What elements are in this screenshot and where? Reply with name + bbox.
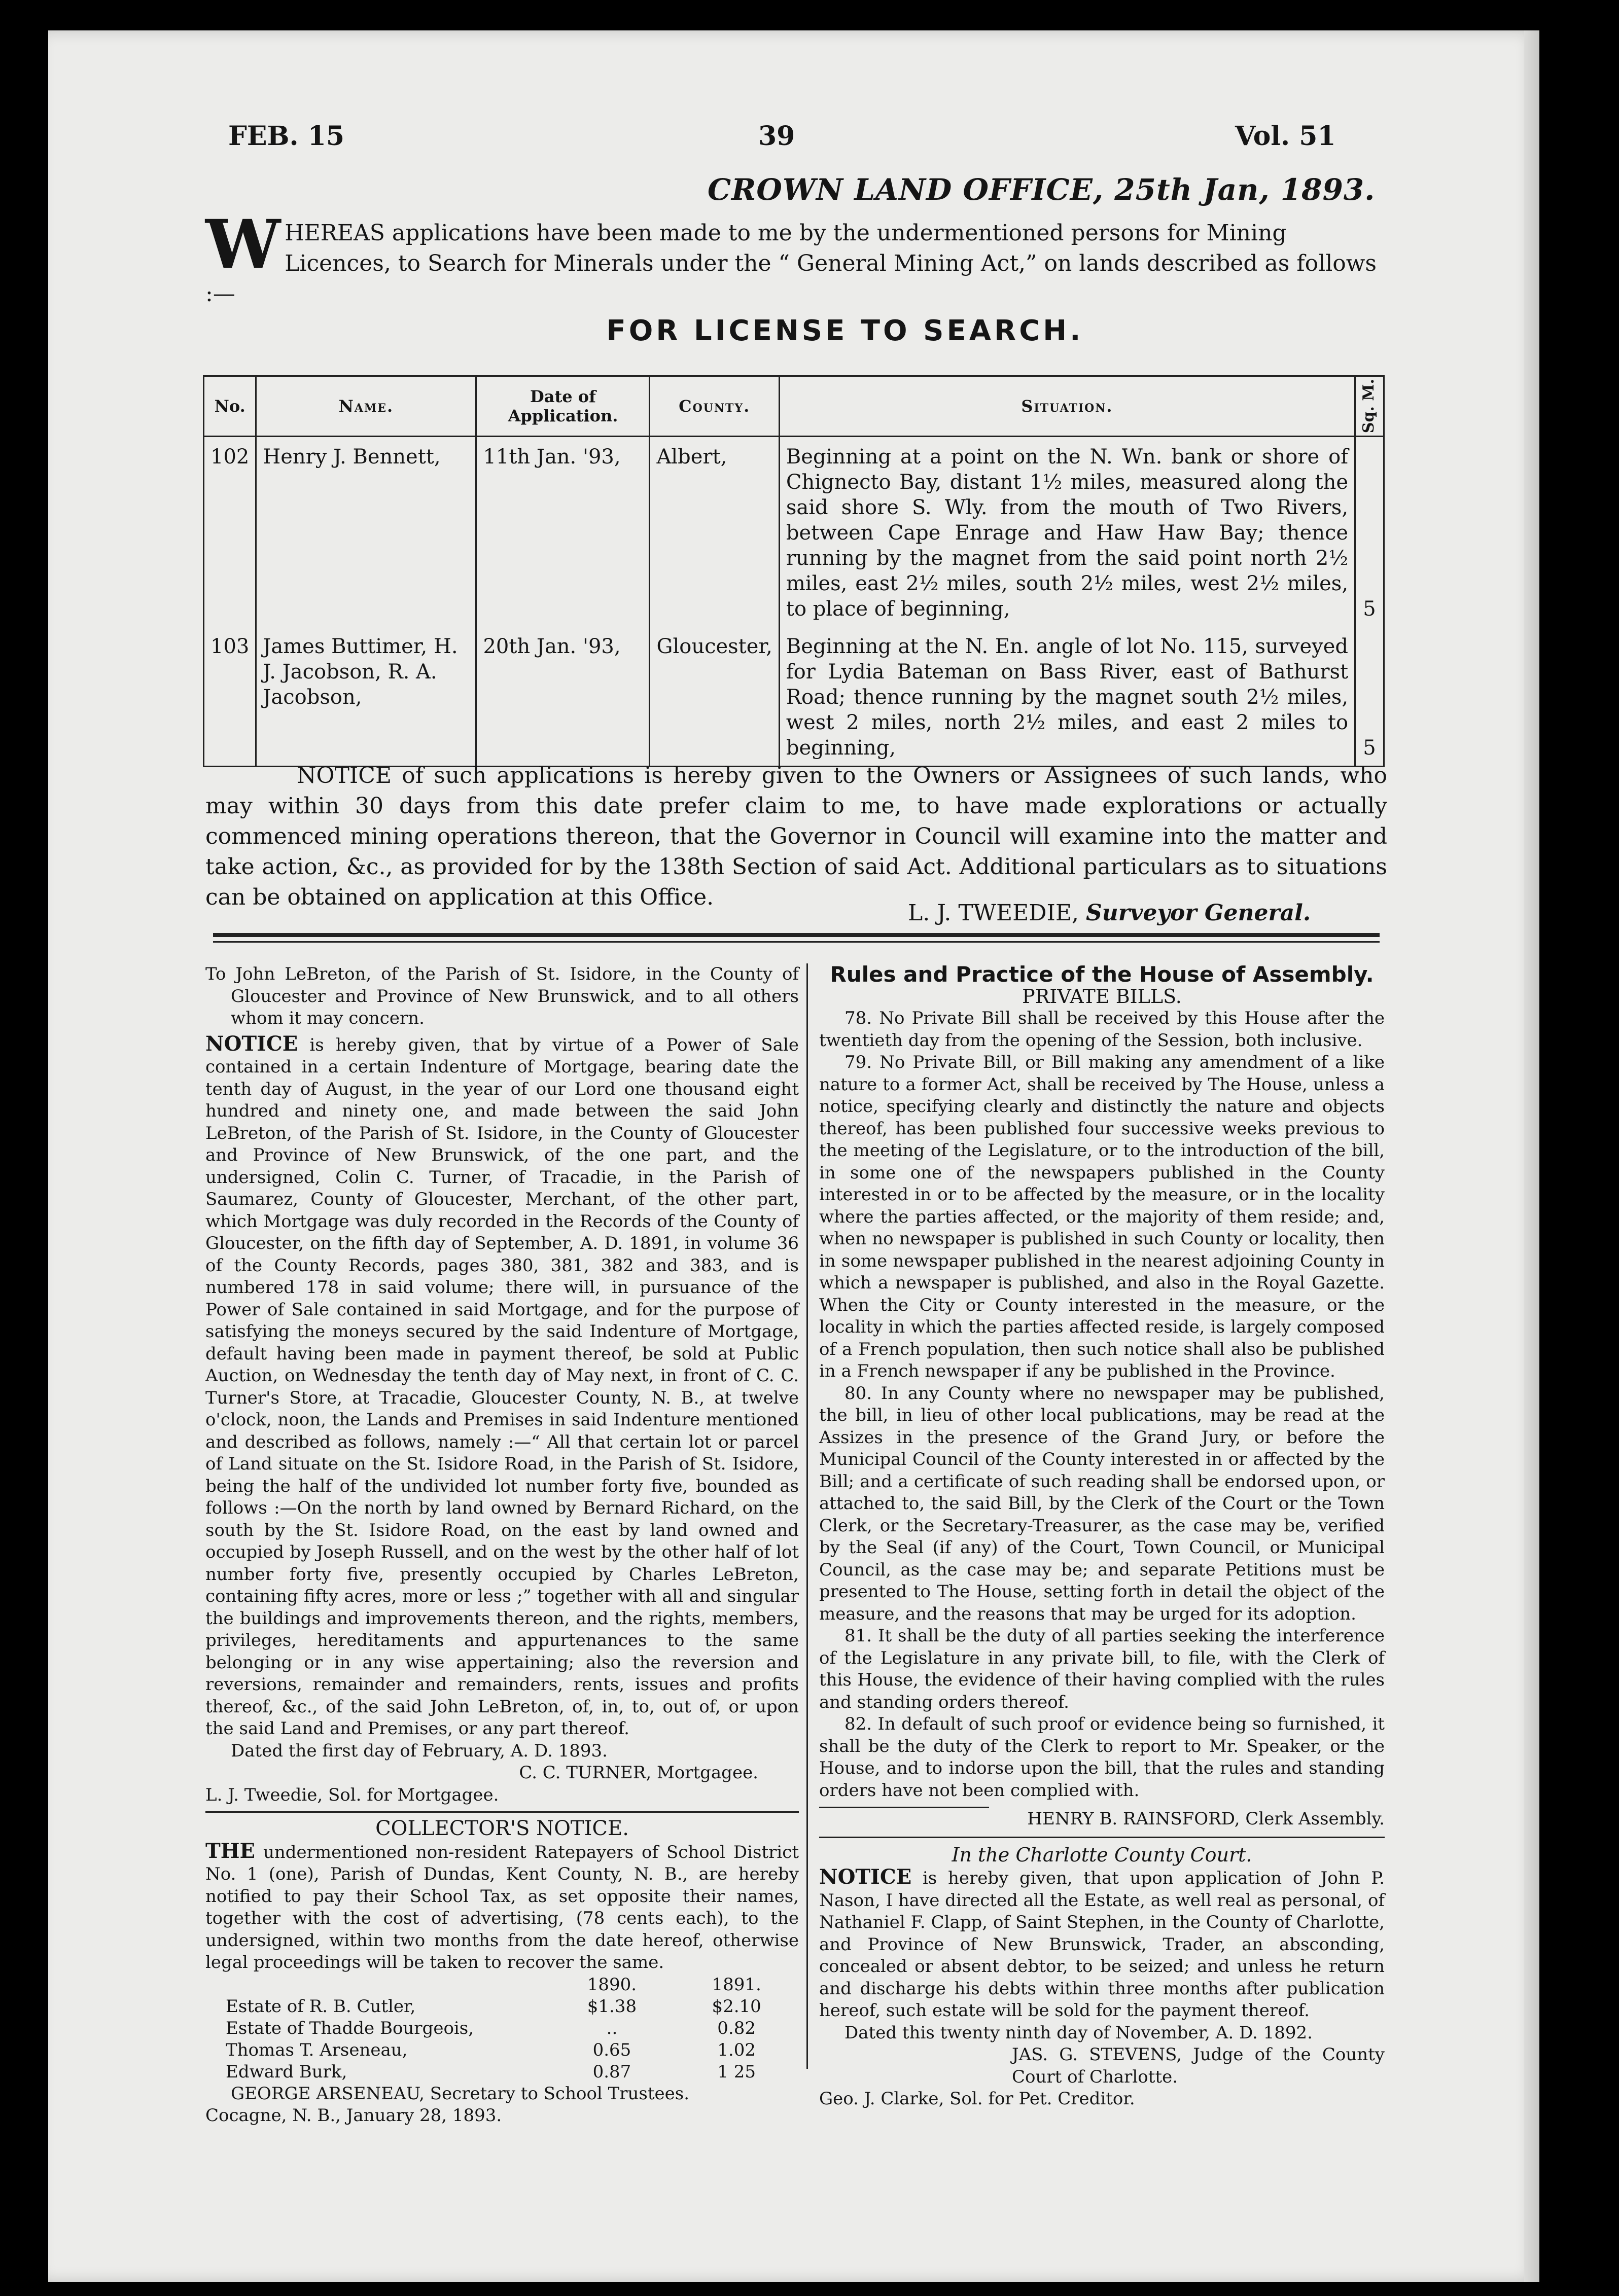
applications-notice: NOTICE of such applications is hereby given to the Owners or Assignees of such lands, who may within 30 days from this date prefer claim to me, to have made explorations or actually commenced mining operations thereon, that the Governor in Council will examine into the matter and take action, &c., as provided for by the 138th Section of said Act. Additional particulars as to situations can be obtained on application at this Office. — [205, 763, 1387, 910]
cell-sqm: 5 — [1355, 627, 1384, 767]
tax-1890: 0.87 — [592, 2061, 631, 2082]
table-row — [204, 437, 1384, 627]
office-dateline: CROWN LAND OFFICE, 25th Jan, 1893. — [708, 172, 1376, 207]
table-row — [204, 627, 1384, 767]
header-date: FEB. 15 — [228, 121, 345, 152]
cell-county: Gloucester, — [650, 627, 779, 767]
collector-lead: THE — [205, 1839, 256, 1863]
table-header-row — [204, 376, 1384, 437]
column-divider — [806, 963, 808, 2069]
tax-name: Edward Burk, — [226, 2061, 347, 2082]
rules-signature: HENRY B. RAINSFORD, Clerk Assembly. — [1027, 1809, 1385, 1829]
collector-title: COLLECTOR'S NOTICE. — [375, 1817, 629, 1840]
tax-name: Thomas T. Arseneau, — [226, 2039, 408, 2060]
charlotte-divider — [819, 1837, 1385, 1838]
header-name: Name. — [256, 376, 476, 437]
header-sqm: Sq. M. — [1355, 376, 1384, 437]
collector-place-date: Cocagne, N. B., January 28, 1893. — [205, 2105, 502, 2126]
left-column — [205, 963, 799, 2127]
drop-cap: W — [205, 205, 281, 284]
charlotte-body: is hereby given, that upon application of John P. Nason, I have directed all the Estate, as well real as personal, of Nathaniel F. Clapp, of Saint Stephen, in the County of Charlotte, and Province of New Brunswick, Trader, an absconding, concealed or absent debtor, to be seized; and unless he return and discharge his debts within three months after publication hereof, such estate will be sold for the payment thereof. — [819, 1868, 1385, 2021]
table-row — [205, 2061, 799, 2083]
mortgage-lead: NOTICE — [205, 1031, 298, 1056]
header-no: No. — [204, 376, 256, 437]
header-volume: Vol. 51 — [1235, 121, 1336, 152]
charlotte-dated: Dated this twenty ninth day of November, A. D. 1892. — [844, 2022, 1313, 2043]
rule-80: 80. In any County where no newspaper may be published, the bill, in lieu of other local publications, may be read at the Assizes in the presence of the Grand Jury, or before the Municipal Council of the County interested in or affected by the Bill; and a certificate of such reading shall be endorsed upon, or attached to, the said Bill, by the Clerk of the Court or the Town Clerk, or the Secretary-Treasurer, as the case may be, verified by the Seal (if any) of the Court, Town Council, or Municipal Council, as the case may be; and separate Petitions must be presented to The House, setting forth in detail the object of the measure, and the reasons that may be urged for its adoption. — [819, 1383, 1385, 1624]
cell-date: 20th Jan. '93, — [476, 627, 650, 767]
cell-name: Henry J. Bennett, — [256, 437, 476, 627]
charlotte-judge: JAS. G. STEVENS, Judge of the County Court of Charlotte. — [1012, 2044, 1385, 2087]
tax-1890: .. — [606, 2018, 618, 2038]
charlotte-notice — [819, 1866, 1385, 2022]
section-divider — [213, 933, 1380, 937]
cell-sqm: 5 — [1355, 437, 1384, 627]
tax-1891: $2.10 — [712, 1996, 761, 2017]
tax-1890: 0.65 — [592, 2039, 631, 2060]
cell-date: 11th Jan. '93, — [476, 437, 650, 627]
rules-short-divider — [819, 1807, 989, 1808]
tax-name: Estate of Thadde Bourgeois, — [226, 2018, 474, 2038]
tax-header-1890: 1890. — [587, 1974, 637, 1995]
tax-1891: 1.02 — [717, 2039, 756, 2060]
surveyor-name: L. J. TWEEDIE, — [908, 900, 1079, 926]
rules-subtitle: PRIVATE BILLS. — [1022, 985, 1182, 1008]
rule-78: 78. No Private Bill shall be received by this House after the twentieth day from the opening of the Session, both inclusive. — [819, 1008, 1385, 1051]
rule-82: 82. In default of such proof or evidence being so furnished, it shall be the duty of the Clerk to report to Mr. Speaker, or the House, and to indorse upon the bill, that the rules and standing orders have not been complied with. — [819, 1714, 1385, 1801]
charlotte-solicitor: Geo. J. Clarke, Sol. for Pet. Creditor. — [819, 2089, 1135, 2109]
rule-79: 79. No Private Bill, or Bill making any amendment of a like nature to a former Act, shall be received by The House, unless a notice, specifying clearly and distinctly the nature and objects thereof, has been published four successive weeks previous to the meeting of the Legislature, or to the introduction of the bill, in some one of the newspapers published in the County interested in or to be affected by the measure, or in the locality where the parties affected, or the majority of them reside; and, when no newspaper is published in such County or locality, then in some newspaper published in the nearest adjoining County in which a newspaper is published, and also in the Royal Gazette. When the City or County interested in the measure, or the locality in which the parties affected reside, is largely composed of a French population, then such notice shall also be published in a French newspaper if any be published in the Province. — [819, 1052, 1385, 1381]
tax-header-1891: 1891. — [712, 1974, 761, 1995]
section-title: FOR LICENSE TO SEARCH. — [606, 314, 1084, 347]
page-edge — [1524, 30, 1539, 2282]
header-date: Date of Application. — [476, 376, 650, 437]
header-county: County. — [650, 376, 779, 437]
rules-title: Rules and Practice of the House of Assembly. — [830, 962, 1374, 987]
collector-divider — [205, 1811, 799, 1813]
mortgage-body: is hereby given, that by virtue of a Power of Sale contained in a certain Indenture of Mortgage, bearing date the tenth day of August, in the year of our Lord one thousand eight hundred and ninety one, and made between the said John LeBreton, of the Parish of St. Isidore, in the County of Gloucester and Province of New Brunswick, of the one part, and the undersigned, Colin C. Turner, of Tracadie, in the Parish of Saumarez, County of Gloucester, Merchant, of the other part, which Mortgage was duly recorded in the Records of the County of Gloucester, on the fifth day of September, A. D. 1891, in volume 36 of the County Records, pages 380, 381, 382 and 383, and is numbered 178 in said volume; there will, in pursuance of the Power of Sale contained in said Mortgage, and for the purpose of satisfying the moneys secured by the said Indenture of Mortgage, default having been made in payment thereof, be sold at Public Auction, on Wednesday the tenth day of May next, in front of C. C. Turner's Store, at Tracadie, Gloucester County, N. B., at twelve o'clock, noon, the Lands and Premises in said Indenture mentioned and described as follows, namely :—“ All that certain lot or parcel of Land situate on the St. Isidore Road, in the Parish of St. Isidore, being the half of the undivided lot number forty five, bounded as follows :—On the north by land owned by Bernard Richard, on the south by the St. Isidore Road, on the east by land owned and occupied by Joseph Russell, and on the west by the other half of lot number forty five, presently occupied by Charles LeBreton, containing fifty acres, more or less ;” together with all and singular the buildings and improvements thereon, and the rights, members, privileges, hereditaments and appurtenances to the same belonging or in any wise appertaining; also the reversion and reversions, remainder and remainders, rents, issues and profits thereof, &c., of the said John LeBreton, of, in, to, out of, or upon the said Land and Premises, or any part thereof. — [205, 1034, 799, 1739]
collector-body: undermentioned non-resident Ratepayers of School District No. 1 (one), Parish of Dundas, Kent County, N. B., are hereby notified to pay their School Tax, as set opposite their names, together with the cost of advertising, (78 cents each), to the undersigned, within two months from the date hereof, otherwise legal proceedings will be taken to recover the same. — [205, 1842, 799, 1972]
cell-county: Albert, — [650, 437, 779, 627]
mortgage-solicitor: L. J. Tweedie, Sol. for Mortgagee. — [205, 1784, 499, 1805]
tax-header-row — [205, 1974, 799, 1996]
table-row — [205, 2039, 799, 2061]
header-page-number: 39 — [758, 121, 795, 152]
license-table — [203, 375, 1385, 767]
whereas-paragraph — [205, 205, 1377, 309]
surveyor-signature — [908, 900, 1311, 926]
collector-notice — [205, 1840, 799, 1974]
mortgage-address: To John LeBreton, of the Parish of St. Isidore, in the County of Gloucester and Province of New Brunswick, and to all others whom it may concern. — [205, 964, 799, 1028]
right-column — [819, 963, 1385, 2110]
table-row — [205, 1996, 799, 2018]
charlotte-lead: NOTICE — [819, 1865, 912, 1889]
tax-table — [205, 1974, 799, 2083]
cell-no: 102 — [204, 437, 256, 627]
section-divider-thin — [213, 941, 1380, 943]
mortgagee-signature: C. C. TURNER, Mortgagee. — [519, 1763, 758, 1783]
cell-no: 103 — [204, 627, 256, 767]
surveyor-title: Surveyor General. — [1085, 900, 1311, 926]
collector-signature: GEORGE ARSENEAU, Secretary to School Trustees. — [231, 2083, 690, 2104]
table-row — [205, 2018, 799, 2039]
whereas-text: HEREAS applications have been made to me by the undermentioned persons for Mining Licences, to Search for Minerals under the “ General Mining Act,” on lands described as follows :— — [205, 220, 1377, 307]
cell-name: James Buttimer, H. J. Jacobson, R. A. Jacobson, — [256, 627, 476, 767]
header-situation: Situation. — [779, 376, 1355, 437]
cell-situation: Beginning at a point on the N. Wn. bank or shore of Chignecto Bay, distant 1½ miles, measured along the said shore S. Wly. from the mouth of Two Rivers, between Cape Enrage and Haw Haw Bay; thence running by the magnet from the said point north 2½ miles, east 2½ miles, south 2½ miles, west 2½ miles, to place of beginning, — [779, 437, 1355, 627]
mortgage-notice — [205, 1033, 799, 1740]
mortgage-dated: Dated the first day of February, A. D. 1893. — [231, 1740, 608, 1761]
tax-1891: 1 25 — [717, 2061, 756, 2082]
charlotte-title: In the Charlotte County Court. — [952, 1843, 1252, 1866]
tax-name: Estate of R. B. Cutler, — [226, 1996, 416, 2017]
tax-1891: 0.82 — [717, 2018, 756, 2038]
cell-situation: Beginning at the N. En. angle of lot No. 115, surveyed for Lydia Bateman on Bass River, east of Bathurst Road; thence running by the magnet south 2½ miles, west 2 miles, north 2½ miles, and east 2 miles to beginning, — [779, 627, 1355, 767]
tax-1890: $1.38 — [587, 1996, 637, 2017]
rule-81: 81. It shall be the duty of all parties seeking the interference of the Legislature in any private bill, to file, with the Clerk of this House, the evidence of their having complied with the rules and standing orders thereof. — [819, 1626, 1385, 1712]
